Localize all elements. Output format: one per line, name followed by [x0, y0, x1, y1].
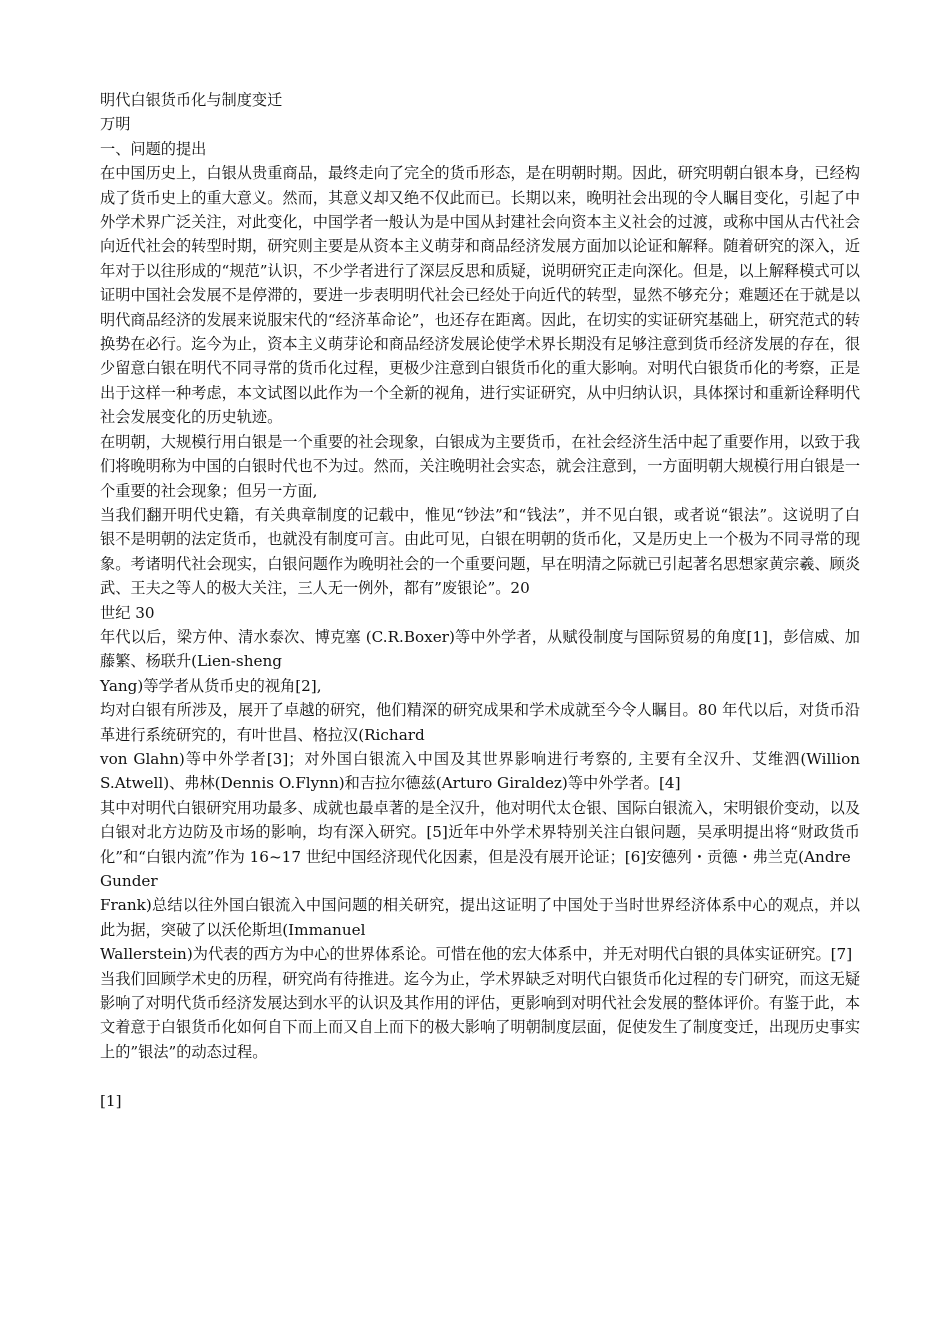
- section-heading: 一、问题的提出: [100, 139, 207, 158]
- paragraph: Wallerstein)为代表的西方为中心的世界体系论。可惜在他的宏大体系中，并无对明代白银的具体实证研究。[7]: [100, 945, 853, 964]
- paragraph: 均对白银有所涉及，展开了卓越的研究，他们精深的研究成果和学术成就至今令人瞩目。80 年代以后，对货币沿革进行系统研究的，有叶世昌、格拉汉(Richard: [100, 701, 860, 744]
- author-name: 万明: [100, 115, 131, 134]
- paragraph: 其中对明代白银研究用功最多、成就也最卓著的是全汉升，他对明代太仓银、国际白银流入，宋明银价变动，以及白银对北方边防及市场的影响，均有深入研究。[5]近年中外学术界特别关注白银问题，吴承明提出将“财政货币化”和“白银内流”作为 16~17 世纪中国经济现代化因素，但是没有展开论证；[6]安德列・贡德・弗兰克(Andre: [100, 798, 860, 866]
- paragraph: Yang)等学者从货币史的视角[2],: [100, 676, 322, 695]
- paragraph: von Glahn)等中外学者[3]；对外国白银流入中国及其世界影响进行考察的, 主要有全汉升、艾维泗(Willion S.Atwell)、弗林(Dennis O.Flynn)和吉拉尔德兹(Arturo Giraldez)等中外学者。[4]: [100, 749, 860, 793]
- paragraph: Gunder: [100, 872, 158, 890]
- paragraph: 当我们回顾学术史的历程，研究尚有待推进。迄今为止，学术界缺乏对明代白银货币化过程的专门研究，而这无疑影响了对明代货币经济发展达到水平的认识及其作用的评估，更影响到对明代社会发展的整体评价。有鉴于此，本文着意于白银货币化如何自下而上而又自上而下的极大影响了明朝制度层面，促使发生了制度变迁，出现历史事实上的”银法”的动态过程。: [100, 969, 860, 1061]
- document-page: [100, 88, 860, 1113]
- paragraph: 在明朝，大规模行用白银是一个重要的社会现象，白银成为主要货币，在社会经济生活中起了重要作用，以致于我们将晚明称为中国的白银时代也不为过。然而，关注晚明社会实态，就会注意到，一方面明朝大规模行用白银是一个重要的社会现象；但另一方面,: [100, 432, 860, 500]
- paragraph: 在中国历史上，白银从贵重商品，最终走向了完全的货币形态，是在明朝时期。因此，研究明朝白银本身，已经构成了货币史上的重大意义。然而，其意义却又绝不仅此而已。长期以来，晚明社会出现的令人瞩目变化，引起了中外学术界广泛关注，对此变化，中国学者一般认为是中国从封建社会向资本主义社会的过渡，或称中国从古代社会向近代社会的转型时期，研究则主要是从资本主义萌芽和商品经济发展方面加以论证和解释。随着研究的深入，近年对于以往形成的“规范”认识，不少学者进行了深层反思和质疑，说明研究正走向深化。但是，以上解释模式可以证明中国社会发展不是停滞的，要进一步表明明代社会已经处于向近代的转型，显然不够充分；难题还在于就是以明代商品经济的发展来说服宋代的“经济革命论”，也还存在距离。因此，在切实的实证研究基础上，研究范式的转换势在必行。迄今为止，资本主义萌芽论和商品经济发展论使学术界长期没有足够注意到货币经济发展的存在，很少留意白银在明代不同寻常的货币化过程，更极少注意到白银货币化的重大影响。对明代白银货币化的考察，正是出于这样一种考虑，本文试图以此作为一个全新的视角，进行实证研究，从中归纳认识，具体探讨和重新诠释明代社会发展变化的历史轨迹。: [100, 164, 860, 427]
- document-title: 明代白银货币化与制度变迁: [100, 91, 283, 109]
- blank-line: [100, 1064, 860, 1088]
- paragraph: 世纪 30: [100, 603, 155, 622]
- footnote-marker: [1]: [100, 1091, 122, 1110]
- paragraph: 年代以后，梁方仲、清水泰次、博克塞 (C.R.Boxer)等中外学者，从赋役制度与国际贸易的角度[1]，彭信威、加藤繁、杨联升(Lien-sheng: [100, 627, 860, 671]
- paragraph: 当我们翻开明代史籍，有关典章制度的记载中，惟见“钞法”和“钱法”，并不见白银，或者说“银法”。这说明了白银不是明朝的法定货币，也就没有制度可言。由此可见，白银在明朝的货币化，又是历史上一个极为不同寻常的现象。考诸明代社会现实，白银问题作为晚明社会的一个重要问题，早在明清之际就已引起著名思想家黄宗羲、顾炎武、王夫之等人的极大关注，三人无一例外，都有”废银论”。20: [100, 505, 860, 598]
- paragraph: Frank)总结以往外国白银流入中国问题的相关研究，提出这证明了中国处于当时世界经济体系中心的观点，并以此为据，突破了以沃伦斯坦(Immanuel: [100, 896, 860, 939]
